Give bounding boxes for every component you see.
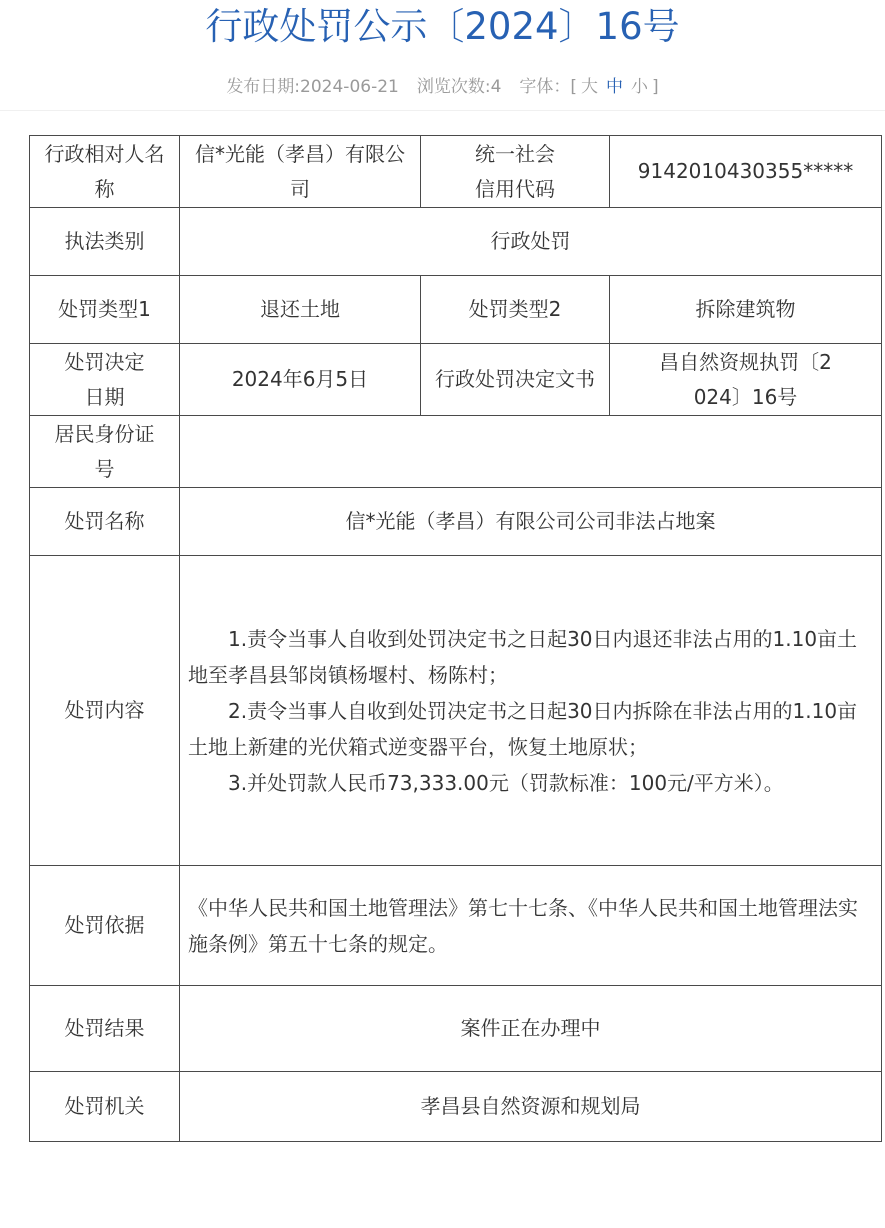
table-row [30,556,882,866]
header-divider [0,110,885,111]
credit-code-label: 统一社会信用代码 [421,136,610,208]
table-row [30,986,882,1072]
publish-date: 发布日期:2024-06-21 [226,77,399,97]
table-row [30,208,882,276]
penalty-info-table [29,135,882,1142]
party-name-value: 信*光能（孝昌）有限公司 [180,136,421,208]
font-size-close: ] [652,77,659,97]
decision-doc-label: 行政处罚决定文书 [421,344,610,416]
penalty-content-value [180,556,882,866]
decision-doc-value: 昌自然资规执罚〔2024〕16号 [610,344,882,416]
penalty-authority-value: 孝昌县自然资源和规划局 [180,1072,882,1142]
penalty-basis-label: 处罚依据 [30,866,180,986]
decision-date-value: 2024年6月5日 [180,344,421,416]
penalty-basis-value: 《中华人民共和国土地管理法》第七十七条、《中华人民共和国土地管理法实施条例》第五十七条的规定。 [180,866,882,986]
table-row [30,416,882,488]
table-row [30,1072,882,1142]
font-medium-button[interactable]: 中 [606,77,624,97]
penalty-authority-label: 处罚机关 [30,1072,180,1142]
table-row [30,276,882,344]
penalty-content-item: 2.责令当事人自收到处罚决定书之日起30日内拆除在非法占用的1.10亩土地上新建的光伏箱式逆变器平台，恢复土地原状； [188,698,858,759]
font-small-button[interactable]: 小 [631,77,649,97]
penalty-content-item: 3.并处罚款人民币73,333.00元（罚款标准：100元/平方米）。 [228,770,784,795]
penalty-result-label: 处罚结果 [30,986,180,1072]
page-title: 行政处罚公示〔2024〕16号 [205,5,680,48]
penalty-name-label: 处罚名称 [30,488,180,556]
id-number-value [180,416,882,488]
penalty-content-item: 1.责令当事人自收到处罚决定书之日起30日内退还非法占用的1.10亩土地至孝昌县邹岗镇杨堰村、杨陈村； [188,626,858,687]
font-size-label: 字体：[ [519,77,578,97]
font-large-button[interactable]: 大 [581,77,599,97]
table-row [30,866,882,986]
table-row [30,344,882,416]
penalty-name-value: 信*光能（孝昌）有限公司公司非法占地案 [180,488,882,556]
article-meta [0,74,885,100]
penalty-type2-label: 处罚类型2 [421,276,610,344]
penalty-type2-value: 拆除建筑物 [610,276,882,344]
enforcement-type-value: 行政处罚 [180,208,882,276]
decision-date-label: 处罚决定日期 [30,344,180,416]
party-name-label: 行政相对人名称 [30,136,180,208]
enforcement-type-label: 执法类别 [30,208,180,276]
id-number-label: 居民身份证号 [30,416,180,488]
penalty-content-label: 处罚内容 [30,556,180,866]
penalty-result-value: 案件正在办理中 [180,986,882,1072]
credit-code-value: 9142010430355***** [610,136,882,208]
view-count: 浏览次数:4 [416,77,502,97]
penalty-type1-value: 退还土地 [180,276,421,344]
penalty-type1-label: 处罚类型1 [30,276,180,344]
table-row [30,488,882,556]
table-row [30,136,882,208]
